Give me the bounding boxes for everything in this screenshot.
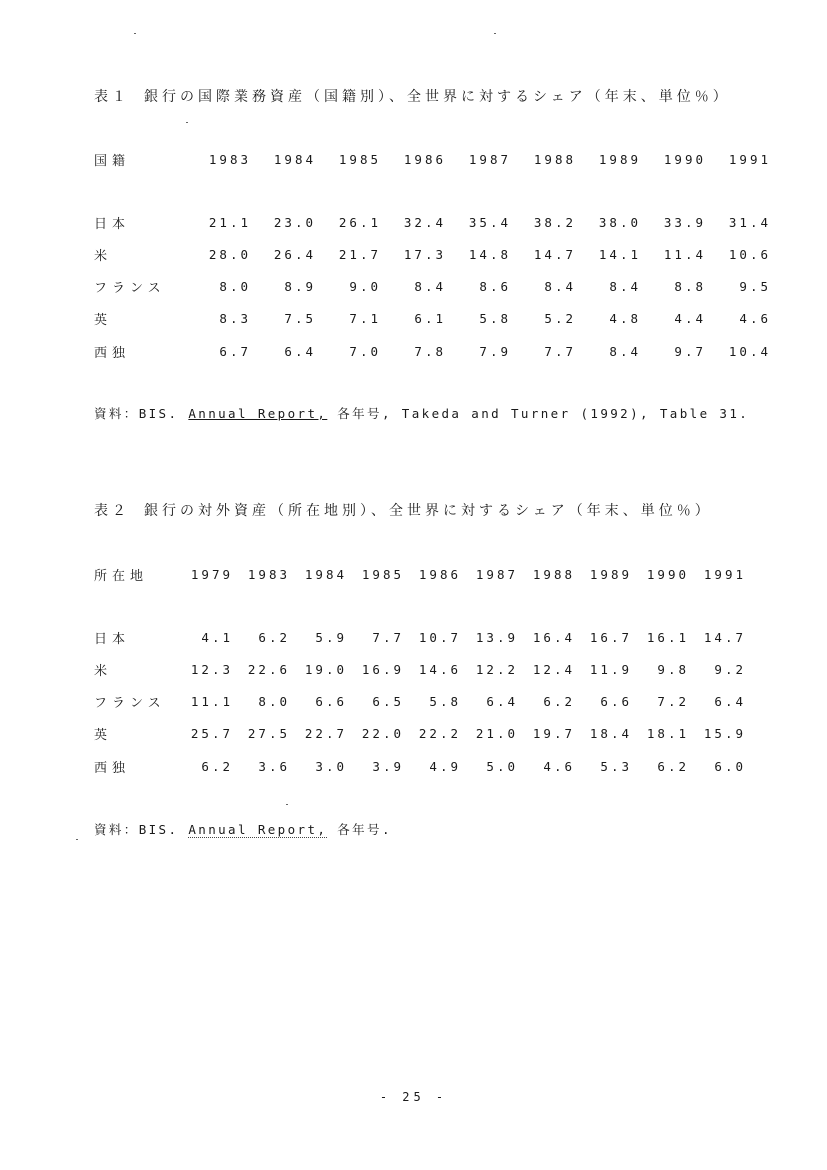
table2 — [94, 558, 746, 782]
table1-header-row — [94, 143, 771, 175]
cell-value: 19.7 — [532, 726, 575, 742]
table2-year: 1989 — [589, 566, 632, 582]
table2-row — [94, 653, 746, 685]
cell-value: 10.4 — [728, 343, 771, 359]
table1-year: 1989 — [598, 151, 641, 167]
cell-value: 16.1 — [646, 629, 689, 645]
cell-value: 9.8 — [657, 661, 689, 677]
scan-speck — [76, 839, 78, 840]
cell-value: 15.9 — [703, 726, 746, 742]
row-label: フランス — [94, 696, 166, 712]
cell-value: 8.4 — [414, 279, 446, 295]
table2-year: 1979 — [190, 566, 233, 582]
cell-value: 6.2 — [201, 758, 233, 774]
table1-year: 1990 — [663, 151, 706, 167]
table2-row — [94, 718, 746, 750]
table1-year: 1986 — [403, 151, 446, 167]
table1-row — [94, 335, 771, 367]
scan-speck — [186, 122, 188, 123]
cell-value: 5.8 — [429, 694, 461, 710]
cell-value: 19.0 — [304, 661, 347, 677]
row-label: フランス — [94, 281, 166, 297]
table2-source — [94, 820, 392, 838]
cell-value: 13.9 — [475, 629, 518, 645]
cell-value: 25.7 — [190, 726, 233, 742]
table2-year: 1991 — [703, 566, 746, 582]
row-label: 米 — [94, 663, 113, 679]
cell-value: 5.3 — [600, 758, 632, 774]
cell-value: 8.0 — [258, 694, 290, 710]
table2-row — [94, 686, 746, 718]
table2-row — [94, 750, 746, 782]
table2-spacer — [94, 590, 746, 621]
cell-value: 9.0 — [349, 279, 381, 295]
cell-value: 4.1 — [201, 629, 233, 645]
cell-value: 7.7 — [544, 343, 576, 359]
scan-speck — [134, 33, 136, 34]
source-suffix: 各年号. — [337, 822, 392, 837]
table2-header-label: 所在地 — [94, 568, 149, 584]
cell-value: 7.8 — [414, 343, 446, 359]
table1-title-number: 表１ — [94, 89, 130, 105]
cell-value: 8.0 — [219, 279, 251, 295]
cell-value: 17.3 — [403, 246, 446, 262]
table1-title-text: 銀行の国際業務資産（国籍別）、全世界に対するシェア（年末、単位％） — [144, 89, 731, 105]
cell-value: 6.2 — [657, 758, 689, 774]
cell-value: 22.7 — [304, 726, 347, 742]
cell-value: 23.0 — [273, 214, 316, 230]
cell-value: 6.2 — [258, 629, 290, 645]
cell-value: 26.4 — [273, 246, 316, 262]
cell-value: 5.8 — [479, 311, 511, 327]
scan-speck — [286, 804, 288, 805]
table1-year: 1985 — [338, 151, 381, 167]
cell-value: 27.5 — [247, 726, 290, 742]
scan-speck — [494, 33, 496, 34]
cell-value: 4.9 — [429, 758, 461, 774]
cell-value: 14.1 — [598, 246, 641, 262]
cell-value: 26.1 — [338, 214, 381, 230]
cell-value: 6.7 — [219, 343, 251, 359]
cell-value: 35.4 — [468, 214, 511, 230]
row-label: 英 — [94, 728, 113, 744]
cell-value: 8.6 — [479, 279, 511, 295]
cell-value: 8.4 — [609, 279, 641, 295]
cell-value: 12.3 — [190, 661, 233, 677]
cell-value: 16.4 — [532, 629, 575, 645]
cell-value: 7.1 — [349, 311, 381, 327]
cell-value: 10.6 — [728, 246, 771, 262]
cell-value: 11.4 — [663, 246, 706, 262]
cell-value: 3.6 — [258, 758, 290, 774]
table1-row — [94, 206, 771, 238]
table1-row — [94, 238, 771, 270]
cell-value: 18.1 — [646, 726, 689, 742]
row-label: 英 — [94, 313, 113, 329]
cell-value: 4.6 — [739, 311, 771, 327]
row-label: 日本 — [94, 216, 131, 232]
table1-year: 1991 — [728, 151, 771, 167]
cell-value: 4.8 — [609, 311, 641, 327]
table1-year: 1983 — [208, 151, 251, 167]
cell-value: 12.2 — [475, 661, 518, 677]
cell-value: 6.2 — [543, 694, 575, 710]
table2-year: 1984 — [304, 566, 347, 582]
cell-value: 22.6 — [247, 661, 290, 677]
cell-value: 5.0 — [486, 758, 518, 774]
cell-value: 11.9 — [589, 661, 632, 677]
source-publication: Annual Report, — [188, 406, 328, 421]
source-prefix: 資料：BIS. — [94, 822, 179, 837]
cell-value: 7.5 — [284, 311, 316, 327]
cell-value: 6.6 — [600, 694, 632, 710]
cell-value: 8.4 — [609, 343, 641, 359]
table2-header-row — [94, 558, 746, 590]
cell-value: 8.9 — [284, 279, 316, 295]
cell-value: 7.9 — [479, 343, 511, 359]
table2-year: 1985 — [361, 566, 404, 582]
cell-value: 10.7 — [418, 629, 461, 645]
cell-value: 6.6 — [315, 694, 347, 710]
cell-value: 14.7 — [703, 629, 746, 645]
row-label: 米 — [94, 248, 113, 264]
cell-value: 6.5 — [372, 694, 404, 710]
cell-value: 18.4 — [589, 726, 632, 742]
cell-value: 16.9 — [361, 661, 404, 677]
table1-year: 1987 — [468, 151, 511, 167]
cell-value: 7.2 — [657, 694, 689, 710]
cell-value: 5.9 — [315, 629, 347, 645]
table1-year: 1984 — [273, 151, 316, 167]
page-number: - 25 - — [379, 1090, 448, 1104]
cell-value: 14.8 — [468, 246, 511, 262]
table1-year: 1988 — [533, 151, 576, 167]
cell-value: 21.1 — [208, 214, 251, 230]
cell-value: 7.0 — [349, 343, 381, 359]
cell-value: 8.8 — [674, 279, 706, 295]
cell-value: 31.4 — [728, 214, 771, 230]
cell-value: 8.4 — [544, 279, 576, 295]
table2-year: 1988 — [532, 566, 575, 582]
cell-value: 7.7 — [372, 629, 404, 645]
cell-value: 22.0 — [361, 726, 404, 742]
source-prefix: 資料：BIS. — [94, 406, 179, 421]
cell-value: 4.6 — [543, 758, 575, 774]
source-publication: Annual Report, — [188, 822, 328, 837]
table2-title-text: 銀行の対外資産（所在地別）、全世界に対するシェア（年末、単位％） — [144, 503, 713, 519]
table2-title — [94, 500, 713, 520]
cell-value: 6.4 — [486, 694, 518, 710]
table1 — [94, 143, 771, 367]
cell-value: 16.7 — [589, 629, 632, 645]
source-suffix: 各年号, Takeda and Turner (1992), Table 31. — [337, 406, 750, 421]
cell-value: 6.4 — [714, 694, 746, 710]
row-label: 西独 — [94, 760, 131, 776]
cell-value: 3.9 — [372, 758, 404, 774]
cell-value: 33.9 — [663, 214, 706, 230]
table1-title — [94, 86, 731, 106]
cell-value: 4.4 — [674, 311, 706, 327]
cell-value: 21.0 — [475, 726, 518, 742]
table2-year: 1987 — [475, 566, 518, 582]
cell-value: 14.6 — [418, 661, 461, 677]
cell-value: 3.0 — [315, 758, 347, 774]
cell-value: 11.1 — [190, 694, 233, 710]
cell-value: 38.2 — [533, 214, 576, 230]
table1-row — [94, 303, 771, 335]
cell-value: 21.7 — [338, 246, 381, 262]
cell-value: 6.4 — [284, 343, 316, 359]
cell-value: 9.7 — [674, 343, 706, 359]
cell-value: 9.2 — [714, 661, 746, 677]
table1-source — [94, 404, 749, 422]
cell-value: 8.3 — [219, 311, 251, 327]
row-label: 日本 — [94, 631, 131, 647]
cell-value: 14.7 — [533, 246, 576, 262]
table2-year: 1986 — [418, 566, 461, 582]
cell-value: 6.0 — [714, 758, 746, 774]
cell-value: 12.4 — [532, 661, 575, 677]
table1-header-label: 国籍 — [94, 153, 131, 169]
row-label: 西独 — [94, 345, 131, 361]
cell-value: 32.4 — [403, 214, 446, 230]
cell-value: 28.0 — [208, 246, 251, 262]
table1-row — [94, 271, 771, 303]
cell-value: 9.5 — [739, 279, 771, 295]
table2-year: 1983 — [247, 566, 290, 582]
cell-value: 5.2 — [544, 311, 576, 327]
cell-value: 22.2 — [418, 726, 461, 742]
cell-value: 6.1 — [414, 311, 446, 327]
table1-spacer — [94, 175, 771, 206]
table2-year: 1990 — [646, 566, 689, 582]
cell-value: 38.0 — [598, 214, 641, 230]
table2-row — [94, 621, 746, 653]
table2-title-number: 表２ — [94, 503, 130, 519]
